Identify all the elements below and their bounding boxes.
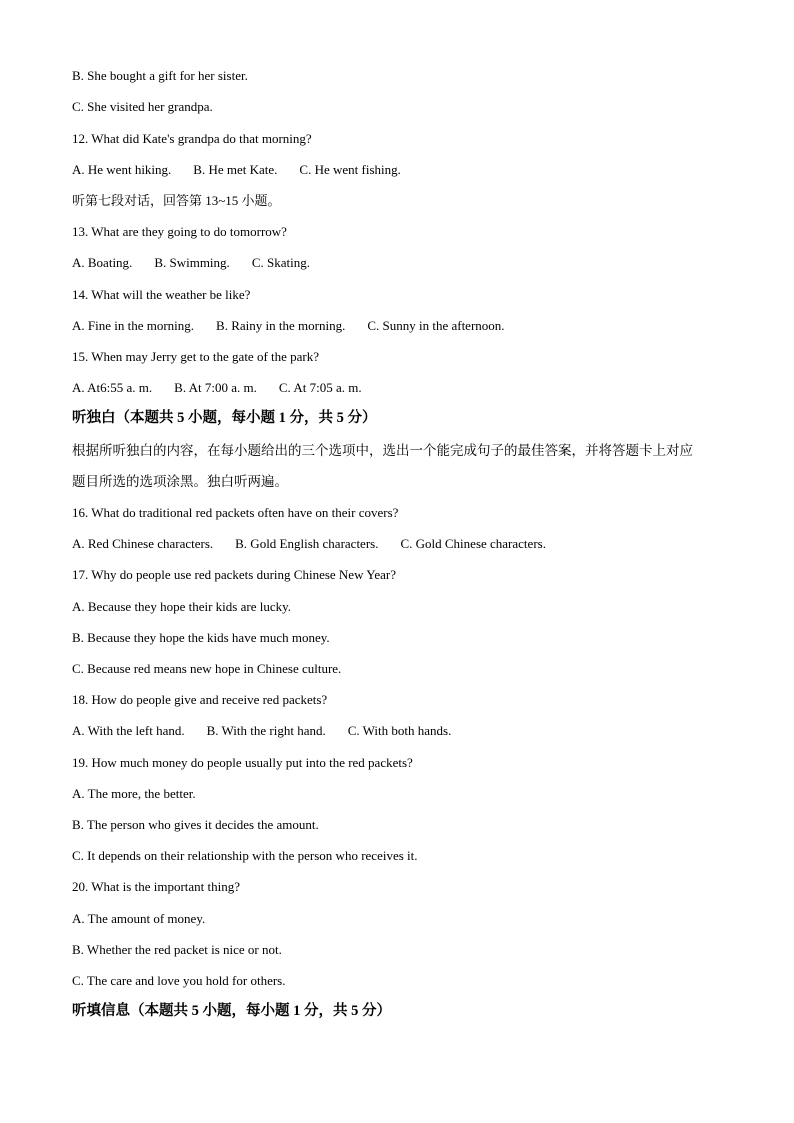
q19-option-b: B. The person who gives it decides the amount.: [72, 817, 319, 832]
q13-options: [72, 254, 332, 272]
fill-section-heading: 听填信息（本题共 5 小题，每小题 1 分，共 5 分）: [72, 1003, 391, 1019]
q20-option-a: A. The amount of money.: [72, 911, 206, 926]
q16-option-c: C. Gold Chinese characters.: [400, 536, 546, 551]
q16-options: [72, 535, 568, 553]
q13-option-b: B. Swimming.: [154, 255, 230, 270]
q18-option-a: A. With the left hand.: [72, 723, 185, 738]
q15-option-c: C. At 7:05 a. m.: [278, 380, 362, 395]
q17-option-b: B. Because they hope the kids have much money.: [72, 630, 330, 645]
q14-option-a: A. Fine in the morning.: [72, 318, 195, 333]
q20-stem: 20. What is the important thing?: [72, 879, 241, 894]
q15-option-a: A. At6:55 a. m.: [72, 380, 153, 395]
q19-stem: 19. How much money do people usually put into the red packets?: [72, 755, 413, 770]
q14-option-b: B. Rainy in the morning.: [216, 318, 346, 333]
q18-stem: 18. How do people give and receive red packets?: [72, 692, 328, 707]
q14-options: [72, 317, 527, 335]
q16-option-b: B. Gold English characters.: [235, 536, 379, 551]
monologue-instruction-line1: 根据所听独白的内容，在每小题给出的三个选项中，选出一个能完成句子的最佳答案，并将答题卡上对应: [72, 443, 693, 458]
q19-option-a: A. The more, the better.: [72, 786, 196, 801]
q11-option-b: B. She bought a gift for her sister.: [72, 68, 248, 83]
q14-stem: 14. What will the weather be like?: [72, 287, 251, 302]
q17-option-c: C. Because red means new hope in Chinese culture.: [72, 661, 342, 676]
q12-options: [72, 161, 423, 179]
q12-option-a: A. He went hiking.: [72, 162, 172, 177]
q18-option-b: B. With the right hand.: [206, 723, 326, 738]
q15-options: [72, 379, 384, 397]
q19-option-c: C. It depends on their relationship with the person who receives it.: [72, 848, 418, 863]
q13-option-a: A. Boating.: [72, 255, 133, 270]
q12-option-b: B. He met Kate.: [193, 162, 278, 177]
q18-options: [72, 722, 473, 740]
q15-option-b: B. At 7:00 a. m.: [174, 380, 257, 395]
monologue-instruction-line2: 题目所选的选项涂黑。独白听两遍。: [72, 474, 288, 489]
q18-option-c: C. With both hands.: [347, 723, 452, 738]
q14-option-c: C. Sunny in the afternoon.: [367, 318, 505, 333]
q20-option-c: C. The care and love you hold for others.: [72, 973, 286, 988]
q15-stem: 15. When may Jerry get to the gate of the park?: [72, 349, 320, 364]
q16-option-a: A. Red Chinese characters.: [72, 536, 214, 551]
q12-stem: 12. What did Kate's grandpa do that morning?: [72, 131, 312, 146]
q17-option-a: A. Because they hope their kids are lucky.: [72, 599, 292, 614]
monologue-section-heading: 听独白（本题共 5 小题，每小题 1 分，共 5 分）: [72, 410, 377, 426]
q12-option-c: C. He went fishing.: [299, 162, 401, 177]
q11-option-c: C. She visited her grandpa.: [72, 99, 213, 114]
q16-stem: 16. What do traditional red packets often have on their covers?: [72, 505, 399, 520]
q13-option-c: C. Skating.: [251, 255, 310, 270]
q20-option-b: B. Whether the red packet is nice or not.: [72, 942, 282, 957]
q13-stem: 13. What are they going to do tomorrow?: [72, 224, 287, 239]
dialog7-instruction: 听第七段对话，回答第 13~15 小题。: [72, 193, 281, 208]
q17-stem: 17. Why do people use red packets during Chinese New Year?: [72, 567, 396, 582]
